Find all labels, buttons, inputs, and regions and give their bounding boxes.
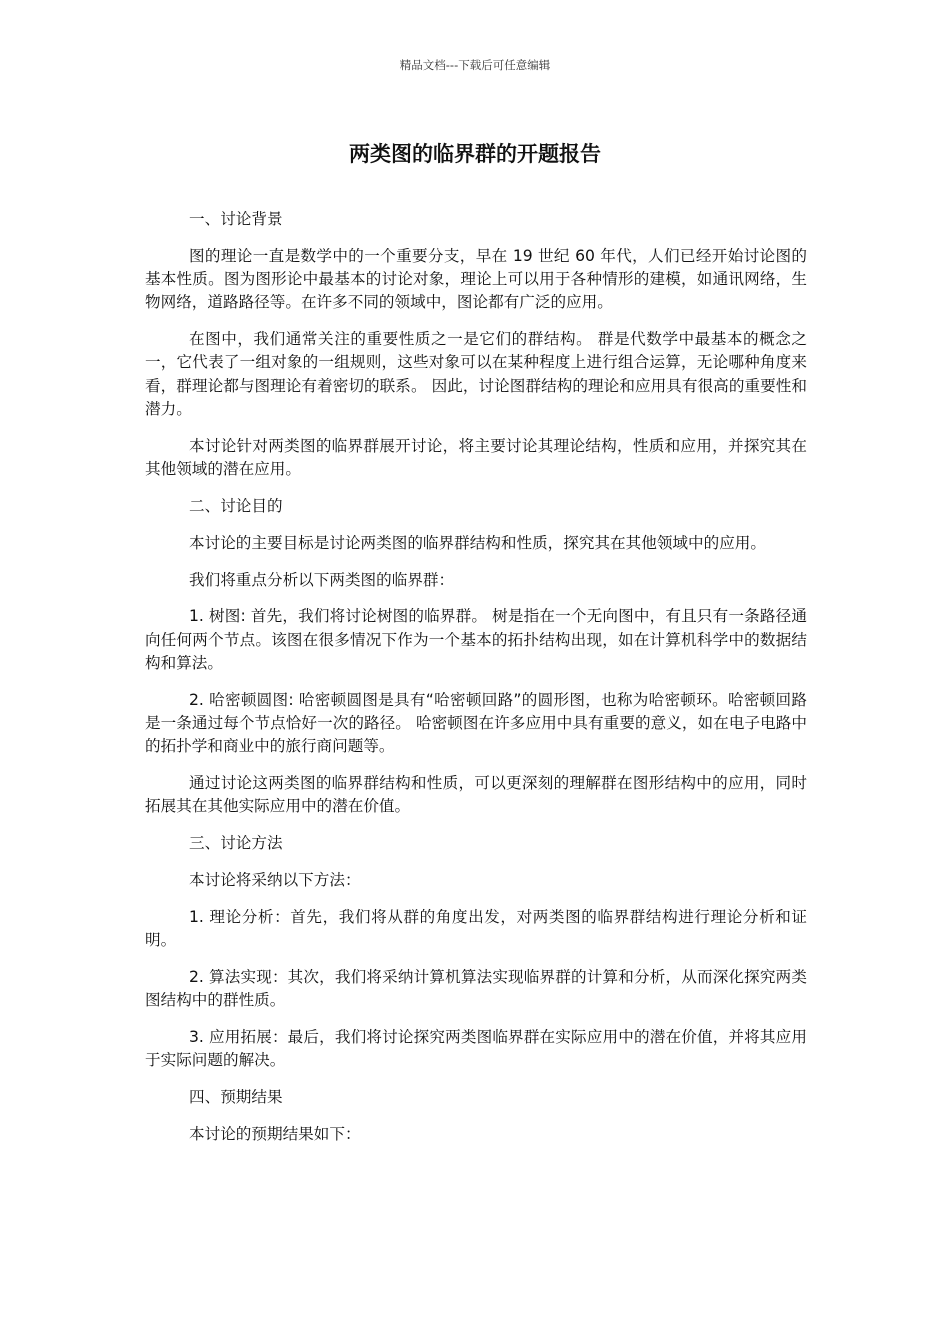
paragraph: 本讨论将采纳以下方法： <box>189 871 361 890</box>
list-item: 3. 应用拓展：最后，我们将讨论探究两类图临界群在实际应用中的潜在价值，并将其应用于实际问题的解决。 <box>145 1028 807 1070</box>
list-item: 1. 理论分析：首先，我们将从群的角度出发，对两类图的临界群结构进行理论分析和证明。 <box>145 907 807 950</box>
paragraph: 我们将重点分析以下两类图的临界群： <box>189 570 455 589</box>
paragraph: 本讨论的主要目标是讨论两类图的临界群结构和性质，探究其在其他领域中的应用。 <box>189 533 766 552</box>
paragraph: 通过讨论这两类图的临界群结构和性质，可以更深刻的理解群在图形结构中的应用，同时拓展其在其他实际应用中的潜在价值。 <box>145 774 807 816</box>
section-heading-purpose: 二、讨论目的 <box>189 496 283 515</box>
list-item: 2. 哈密顿圆图: 哈密顿圆图是具有“哈密顿回路”的圆形图，也称为哈密顿环。哈密顿回路是一条通过每个节点恰好一次的路径。 哈密顿图在许多应用中具有重要的意义，如在电子电路中的拓扑学和商业中的旅行商问题等。 <box>145 690 807 756</box>
list-item: 2. 算法实现：其次，我们将采纳计算机算法实现临界群的计算和分析，从而深化探究两类图结构中的群性质。 <box>145 967 807 1010</box>
paragraph: 图的理论一直是数学中的一个重要分支，早在 19 世纪 60 年代，人们已经开始讨论图的基本性质。图为图形论中最基本的讨论对象，理论上可以用于各种情形的建模，如通讯网络，生物网络，道路路径等。在许多不同的领域中，图论都有广泛的应用。 <box>145 246 807 312</box>
section-heading-method: 三、讨论方法 <box>189 834 283 853</box>
paragraph: 本讨论的预期结果如下： <box>189 1124 361 1143</box>
paragraph: 在图中，我们通常关注的重要性质之一是它们的群结构。 群是代数学中最基本的概念之一，它代表了一组对象的一组规则，这些对象可以在某种程度上进行组合运算，无论哪种角度来看，群理论都与图理论有着密切的联系。 因此，讨论图群结构的理论和应用具有很高的重要性和潜力。 <box>145 330 807 419</box>
document-title: 两类图的临界群的开题报告 <box>349 142 601 166</box>
document-body <box>145 208 807 1160</box>
section-heading-expected-results: 四、预期结果 <box>189 1088 283 1107</box>
page-header-watermark: 精品文档---下载后可任意编辑 <box>399 58 551 72</box>
list-item: 1. 树图: 首先，我们将讨论树图的临界群。 树是指在一个无向图中，有且只有一条路径通向任何两个节点。该图在很多情况下作为一个基本的拓扑结构出现，如在计算机科学中的数据结构和算法。 <box>145 607 807 672</box>
section-heading-background: 一、讨论背景 <box>189 210 283 228</box>
paragraph: 本讨论针对两类图的临界群展开讨论，将主要讨论其理论结构，性质和应用，并探究其在其他领域的潜在应用。 <box>145 436 807 479</box>
